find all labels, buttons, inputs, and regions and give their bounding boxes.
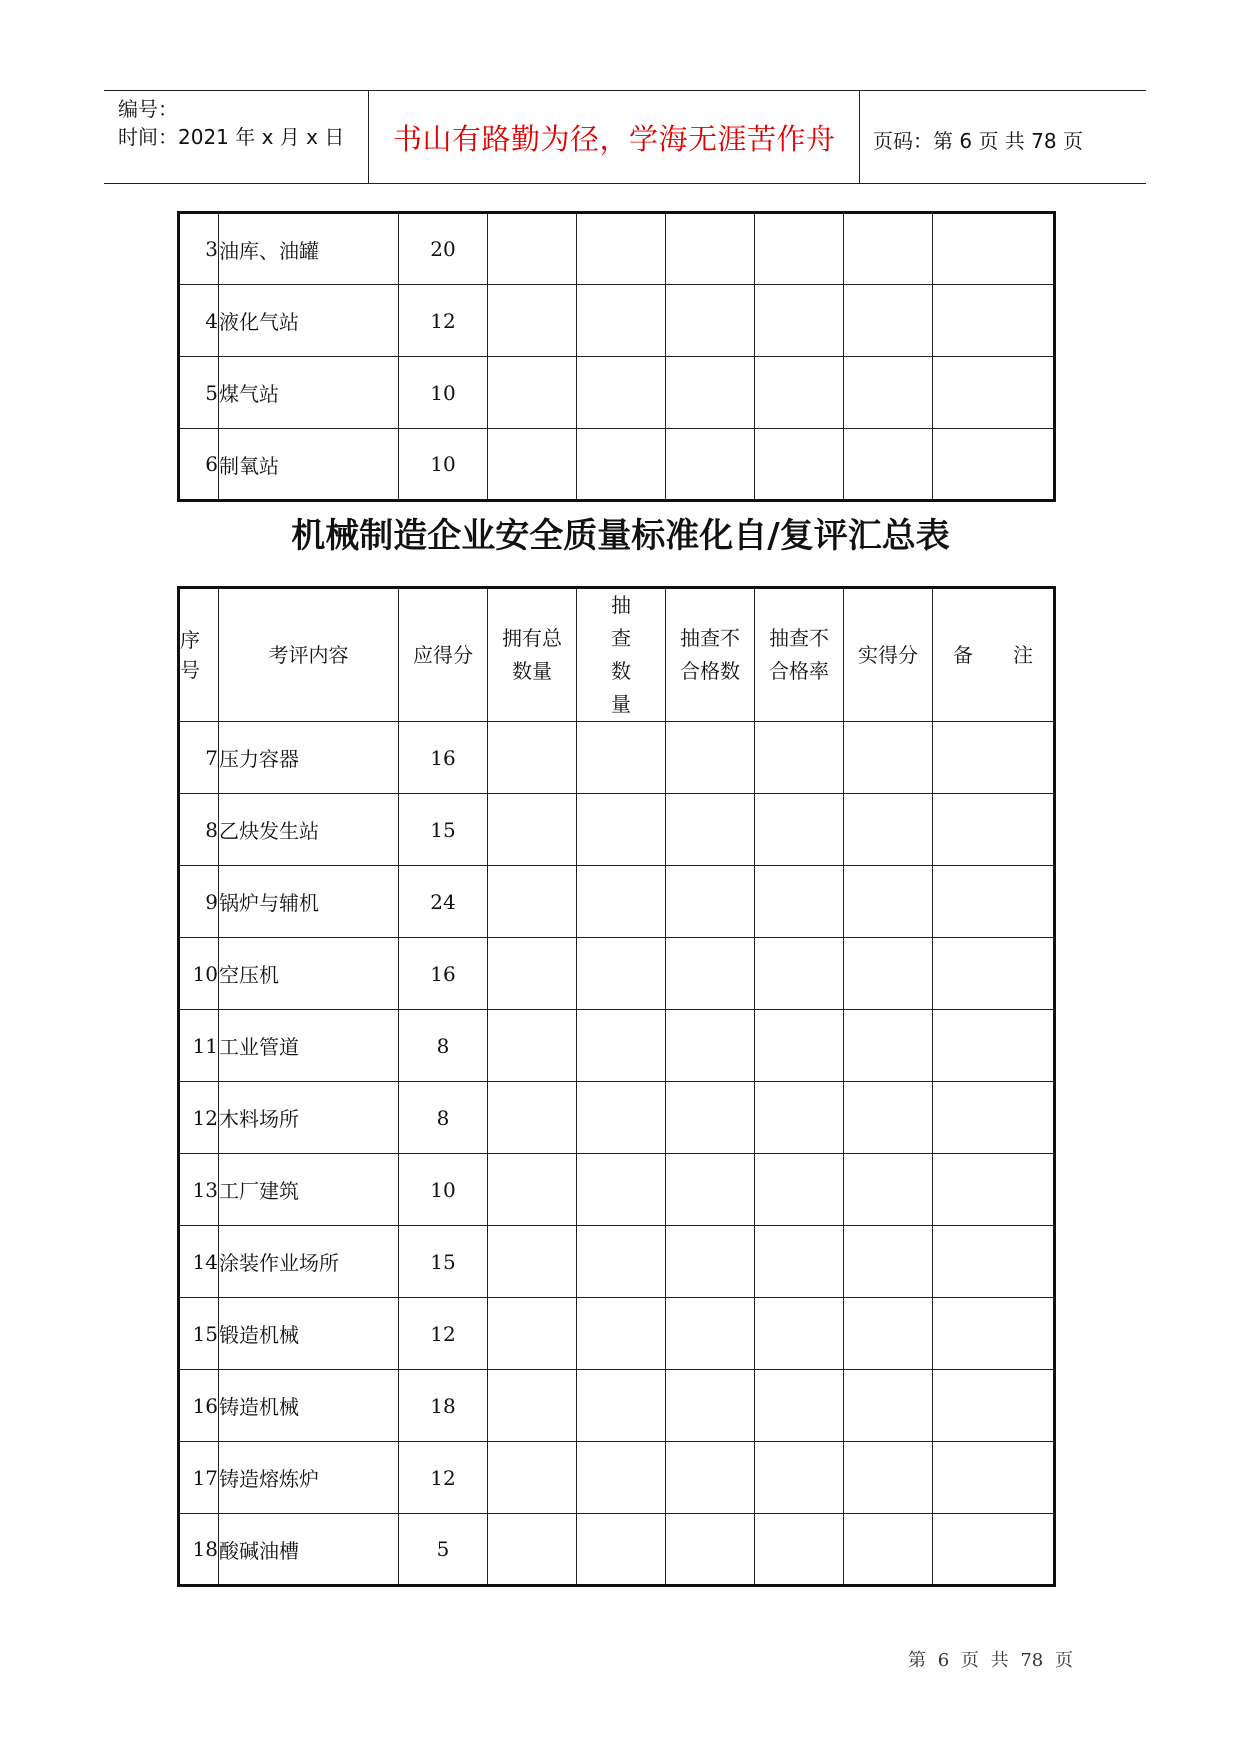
summary-table — [177, 586, 1056, 1587]
table-row — [179, 1010, 1055, 1082]
row-item-name: 铸造机械 — [219, 1370, 399, 1442]
row-due-score: 16 — [399, 938, 488, 1010]
owned-total-cell[interactable] — [488, 1298, 577, 1370]
remark-cell[interactable] — [933, 213, 1055, 285]
actual-score-cell[interactable] — [844, 429, 933, 501]
header-fail-count-label: 抽查不合格数 — [680, 626, 740, 683]
row-item-name: 压力容器 — [219, 722, 399, 794]
actual-score-cell[interactable] — [844, 213, 933, 285]
row-due-score: 10 — [399, 429, 488, 501]
sampled-cell[interactable] — [577, 357, 666, 429]
header-fail-count — [666, 588, 755, 722]
sampled-cell[interactable] — [577, 1514, 666, 1586]
fail-rate-cell[interactable] — [755, 1514, 844, 1586]
row-due-score: 24 — [399, 866, 488, 938]
fail-count-cell[interactable] — [666, 1154, 755, 1226]
page-footer: 第 6 页 共 78 页 — [908, 1650, 1073, 1671]
owned-total-cell[interactable] — [488, 1082, 577, 1154]
owned-total-cell[interactable] — [488, 866, 577, 938]
header-seq-label: 序号 — [180, 628, 200, 682]
owned-total-cell[interactable] — [488, 1514, 577, 1586]
row-seq: 11 — [179, 1010, 219, 1082]
row-item-name: 煤气站 — [219, 357, 399, 429]
sampled-cell[interactable] — [577, 213, 666, 285]
row-seq: 5 — [179, 357, 219, 429]
row-item-name: 酸碱油槽 — [219, 1514, 399, 1586]
row-seq: 16 — [179, 1370, 219, 1442]
table-row — [179, 866, 1055, 938]
sampled-cell[interactable] — [577, 1226, 666, 1298]
owned-total-cell[interactable] — [488, 1010, 577, 1082]
row-due-score: 18 — [399, 1370, 488, 1442]
actual-score-cell[interactable] — [844, 1154, 933, 1226]
remark-cell[interactable] — [933, 1298, 1055, 1370]
owned-total-cell[interactable] — [488, 938, 577, 1010]
remark-cell[interactable] — [933, 938, 1055, 1010]
header-owned-total — [488, 588, 577, 722]
page-code-label: 页码：第 6 页 共 78 页 — [873, 129, 1083, 153]
row-seq: 10 — [179, 938, 219, 1010]
remark-cell[interactable] — [933, 866, 1055, 938]
row-seq: 12 — [179, 1082, 219, 1154]
table-row — [179, 1514, 1055, 1586]
table-row — [179, 1442, 1055, 1514]
page-title: 机械制造企业安全质量标准化自/复评汇总表 — [291, 516, 950, 556]
fail-rate-cell[interactable] — [755, 1442, 844, 1514]
sampled-cell[interactable] — [577, 1010, 666, 1082]
row-seq: 7 — [179, 722, 219, 794]
row-seq: 13 — [179, 1154, 219, 1226]
table-header-row — [179, 588, 1055, 722]
sampled-cell[interactable] — [577, 1442, 666, 1514]
remark-cell[interactable] — [933, 1010, 1055, 1082]
row-item-name: 涂装作业场所 — [219, 1226, 399, 1298]
owned-total-cell[interactable] — [488, 794, 577, 866]
header-remark: 备 注 — [933, 588, 1055, 722]
fail-rate-cell[interactable] — [755, 794, 844, 866]
header-top-rule — [104, 90, 1146, 91]
owned-total-cell[interactable] — [488, 429, 577, 501]
row-item-name: 木料场所 — [219, 1082, 399, 1154]
row-item-name: 工厂建筑 — [219, 1154, 399, 1226]
table-row — [179, 794, 1055, 866]
fail-rate-cell[interactable] — [755, 213, 844, 285]
remark-cell[interactable] — [933, 1226, 1055, 1298]
header-content: 考评内容 — [219, 588, 399, 722]
remark-cell[interactable] — [933, 1442, 1055, 1514]
header-sampled-label: 抽查数量 — [611, 593, 631, 716]
row-item-name: 锅炉与辅机 — [219, 866, 399, 938]
owned-total-cell[interactable] — [488, 1442, 577, 1514]
fail-rate-cell[interactable] — [755, 429, 844, 501]
fail-count-cell[interactable] — [666, 1298, 755, 1370]
table-row — [179, 1082, 1055, 1154]
actual-score-cell[interactable] — [844, 722, 933, 794]
row-seq: 9 — [179, 866, 219, 938]
row-due-score: 10 — [399, 1154, 488, 1226]
row-due-score: 20 — [399, 213, 488, 285]
fail-count-cell[interactable] — [666, 722, 755, 794]
header-fail-rate-label: 抽查不合格率 — [769, 626, 829, 683]
sampled-cell[interactable] — [577, 1370, 666, 1442]
actual-score-cell[interactable] — [844, 794, 933, 866]
owned-total-cell[interactable] — [488, 722, 577, 794]
actual-score-cell[interactable] — [844, 866, 933, 938]
row-due-score: 8 — [399, 1082, 488, 1154]
fail-count-cell[interactable] — [666, 794, 755, 866]
actual-score-cell[interactable] — [844, 1442, 933, 1514]
remark-cell[interactable] — [933, 285, 1055, 357]
header-fail-rate — [755, 588, 844, 722]
sampled-cell[interactable] — [577, 429, 666, 501]
row-seq: 3 — [179, 213, 219, 285]
owned-total-cell[interactable] — [488, 357, 577, 429]
remark-cell[interactable] — [933, 357, 1055, 429]
header-actual-score: 实得分 — [844, 588, 933, 722]
table-row — [179, 1298, 1055, 1370]
row-due-score: 5 — [399, 1514, 488, 1586]
fail-rate-cell[interactable] — [755, 285, 844, 357]
doc-time-label: 时间：2021 年 x 月 x 日 — [118, 125, 345, 149]
remark-cell[interactable] — [933, 794, 1055, 866]
fail-count-cell[interactable] — [666, 429, 755, 501]
owned-total-cell[interactable] — [488, 285, 577, 357]
fail-count-cell[interactable] — [666, 938, 755, 1010]
row-due-score: 15 — [399, 1226, 488, 1298]
row-seq: 4 — [179, 285, 219, 357]
row-item-name: 油库、油罐 — [219, 213, 399, 285]
table-continued — [177, 211, 1056, 502]
fail-rate-cell[interactable] — [755, 1370, 844, 1442]
row-due-score: 10 — [399, 357, 488, 429]
row-item-name: 制氧站 — [219, 429, 399, 501]
actual-score-cell[interactable] — [844, 1298, 933, 1370]
owned-total-cell[interactable] — [488, 1226, 577, 1298]
fail-rate-cell[interactable] — [755, 722, 844, 794]
actual-score-cell[interactable] — [844, 1010, 933, 1082]
row-item-name: 空压机 — [219, 938, 399, 1010]
header-owned-total-label: 拥有总数量 — [502, 626, 562, 683]
table-row — [179, 1226, 1055, 1298]
row-due-score: 12 — [399, 285, 488, 357]
sampled-cell[interactable] — [577, 1154, 666, 1226]
row-seq: 8 — [179, 794, 219, 866]
header-divider-right — [859, 90, 860, 183]
fail-rate-cell[interactable] — [755, 357, 844, 429]
actual-score-cell[interactable] — [844, 1226, 933, 1298]
row-due-score: 16 — [399, 722, 488, 794]
sampled-cell[interactable] — [577, 1082, 666, 1154]
fail-rate-cell[interactable] — [755, 1226, 844, 1298]
row-item-name: 液化气站 — [219, 285, 399, 357]
fail-rate-cell[interactable] — [755, 866, 844, 938]
fail-count-cell[interactable] — [666, 357, 755, 429]
owned-total-cell[interactable] — [488, 1154, 577, 1226]
sampled-cell[interactable] — [577, 1298, 666, 1370]
fail-rate-cell[interactable] — [755, 1010, 844, 1082]
row-due-score: 15 — [399, 794, 488, 866]
motto-text: 书山有路勤为径，学海无涯苦作舟 — [393, 122, 836, 156]
actual-score-cell[interactable] — [844, 1514, 933, 1586]
table-row — [179, 213, 1055, 285]
actual-score-cell[interactable] — [844, 357, 933, 429]
doc-number-label: 编号： — [118, 97, 178, 121]
header-seq — [179, 588, 219, 722]
actual-score-cell[interactable] — [844, 938, 933, 1010]
fail-count-cell[interactable] — [666, 1514, 755, 1586]
header-bottom-rule — [104, 183, 1146, 184]
remark-cell[interactable] — [933, 1082, 1055, 1154]
table-row — [179, 722, 1055, 794]
sampled-cell[interactable] — [577, 285, 666, 357]
table-row — [179, 357, 1055, 429]
fail-count-cell[interactable] — [666, 1370, 755, 1442]
row-seq: 6 — [179, 429, 219, 501]
actual-score-cell[interactable] — [844, 1082, 933, 1154]
table-row — [179, 1370, 1055, 1442]
fail-rate-cell[interactable] — [755, 1298, 844, 1370]
sampled-cell[interactable] — [577, 722, 666, 794]
row-due-score: 12 — [399, 1442, 488, 1514]
remark-cell[interactable] — [933, 429, 1055, 501]
header-sampled — [577, 588, 666, 722]
sampled-cell[interactable] — [577, 938, 666, 1010]
row-seq: 14 — [179, 1226, 219, 1298]
row-item-name: 乙炔发生站 — [219, 794, 399, 866]
row-due-score: 8 — [399, 1010, 488, 1082]
sampled-cell[interactable] — [577, 866, 666, 938]
fail-count-cell[interactable] — [666, 1010, 755, 1082]
table-row — [179, 285, 1055, 357]
fail-rate-cell[interactable] — [755, 938, 844, 1010]
row-seq: 15 — [179, 1298, 219, 1370]
row-seq: 18 — [179, 1514, 219, 1586]
row-seq: 17 — [179, 1442, 219, 1514]
fail-count-cell[interactable] — [666, 285, 755, 357]
fail-count-cell[interactable] — [666, 866, 755, 938]
row-item-name: 锻造机械 — [219, 1298, 399, 1370]
table-row — [179, 938, 1055, 1010]
fail-count-cell[interactable] — [666, 213, 755, 285]
remark-cell[interactable] — [933, 722, 1055, 794]
actual-score-cell[interactable] — [844, 1370, 933, 1442]
owned-total-cell[interactable] — [488, 1370, 577, 1442]
row-item-name: 工业管道 — [219, 1010, 399, 1082]
remark-cell[interactable] — [933, 1370, 1055, 1442]
remark-cell[interactable] — [933, 1514, 1055, 1586]
header-due-score: 应得分 — [399, 588, 488, 722]
row-due-score: 12 — [399, 1298, 488, 1370]
remark-cell[interactable] — [933, 1154, 1055, 1226]
fail-count-cell[interactable] — [666, 1226, 755, 1298]
table-row — [179, 1154, 1055, 1226]
summary-table-body — [179, 722, 1055, 1586]
fail-count-cell[interactable] — [666, 1082, 755, 1154]
row-item-name: 铸造熔炼炉 — [219, 1442, 399, 1514]
header-divider-left — [368, 90, 369, 183]
table-continued-body — [179, 213, 1055, 501]
fail-count-cell[interactable] — [666, 1442, 755, 1514]
owned-total-cell[interactable] — [488, 213, 577, 285]
sampled-cell[interactable] — [577, 794, 666, 866]
actual-score-cell[interactable] — [844, 285, 933, 357]
fail-rate-cell[interactable] — [755, 1082, 844, 1154]
fail-rate-cell[interactable] — [755, 1154, 844, 1226]
table-row — [179, 429, 1055, 501]
